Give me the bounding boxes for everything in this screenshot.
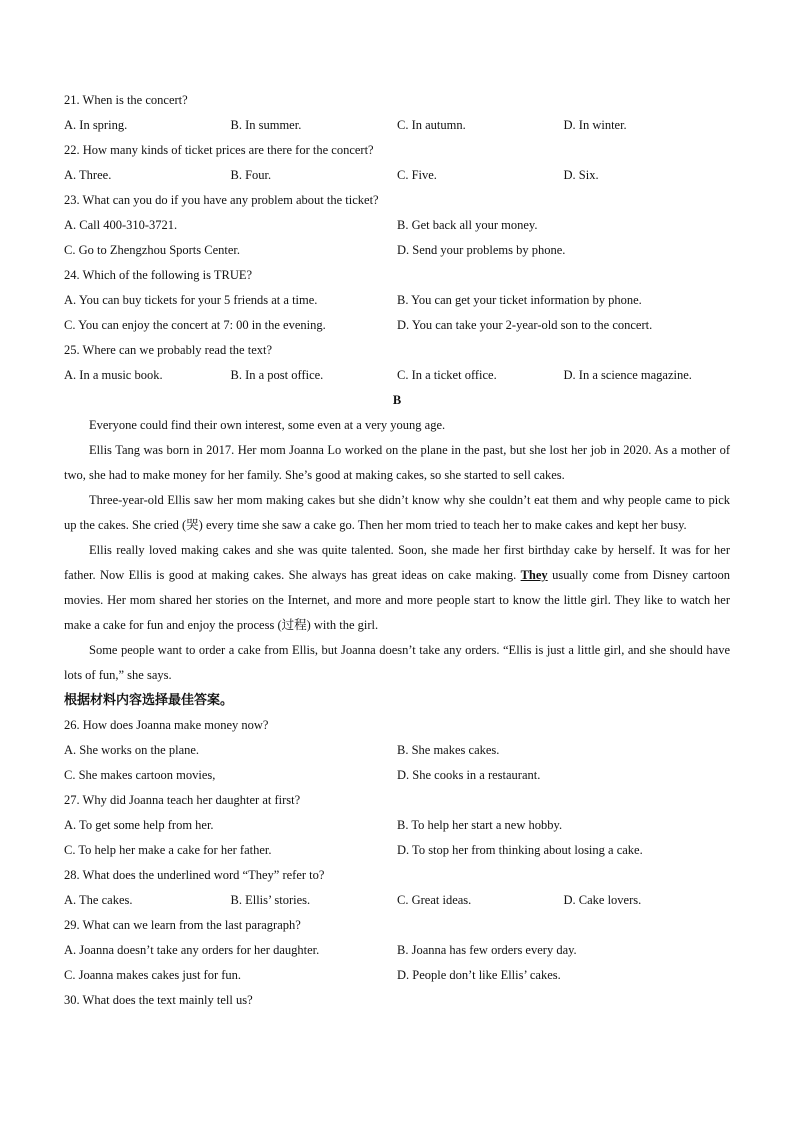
answer-option: B. Ellis’ stories.	[230, 893, 311, 907]
options-row	[64, 738, 730, 763]
answer-option: C. Great ideas.	[397, 893, 472, 907]
question-stem: 28. What does the underlined word “They” refer to?	[64, 868, 325, 882]
answer-option: B. In a post office.	[230, 368, 324, 382]
part-b-questions	[64, 713, 730, 1013]
paragraph-4-before: Ellis really loved making cakes and she was quite talented. Soon, she made her first birthday cake by herself. It was for her father. Now Ellis is good at making cakes. She always has great ideas on cake making.	[64, 543, 730, 582]
answer-option: B. Joanna has few orders every day.	[397, 943, 577, 957]
answer-option: B. You can get your ticket information by phone.	[397, 293, 642, 307]
passage-paragraph-4	[64, 538, 730, 638]
question-stem: 25. Where can we probably read the text?	[64, 343, 273, 357]
answer-option: D. In winter.	[563, 118, 627, 132]
instruction-heading: 根据材料内容选择最佳答案。	[64, 693, 234, 708]
underlined-word-they: They	[520, 568, 548, 582]
answer-option: A. Call 400-310-3721.	[64, 218, 178, 232]
question-stem: 26. How does Joanna make money now?	[64, 718, 269, 732]
answer-option: C. Joanna makes cakes just for fun.	[64, 968, 242, 982]
section-label-b: B	[392, 393, 402, 407]
answer-option: D. Send your problems by phone.	[397, 243, 566, 257]
answer-option: A. The cakes.	[64, 893, 133, 907]
passage-paragraph-1: Everyone could find their own interest, some even at a very young age.	[89, 418, 446, 432]
passage-paragraph-2: Ellis Tang was born in 2017. Her mom Joanna Lo worked on the plane in the past, but she lost her job in 2020. As a mother of two, she had to make money for her family. She’s good at making cakes, so she started to sell cakes.	[64, 443, 730, 482]
options-row	[64, 963, 730, 988]
answer-option: B. In summer.	[230, 118, 302, 132]
options-row	[64, 838, 730, 863]
question-stem: 23. What can you do if you have any problem about the ticket?	[64, 193, 379, 207]
question-stem: 21. When is the concert?	[64, 93, 188, 107]
answer-option: A. To get some help from her.	[64, 818, 214, 832]
answer-option: D. You can take your 2-year-old son to the concert.	[397, 318, 653, 332]
options-row	[64, 288, 730, 313]
answer-option: C. To help her make a cake for her father.	[64, 843, 272, 857]
answer-option: D. Cake lovers.	[563, 893, 642, 907]
passage-b	[64, 413, 730, 688]
options-row	[64, 313, 730, 338]
options-row	[64, 163, 730, 188]
answer-option: D. Six.	[563, 168, 599, 182]
answer-option: A. In a music book.	[64, 368, 163, 382]
question-stem: 22. How many kinds of ticket prices are there for the concert?	[64, 143, 374, 157]
answer-option: B. Get back all your money.	[397, 218, 538, 232]
answer-option: C. You can enjoy the concert at 7: 00 in the evening.	[64, 318, 326, 332]
question-stem: 24. Which of the following is TRUE?	[64, 268, 253, 282]
passage-paragraph-5: Some people want to order a cake from Ellis, but Joanna doesn’t take any orders. “Ellis is just a little girl, and she should have lots of fun,” she says.	[64, 643, 730, 682]
options-row	[64, 113, 730, 138]
answer-option: C. In autumn.	[397, 118, 466, 132]
answer-option: B. Four.	[230, 168, 272, 182]
answer-option: A. She works on the plane.	[64, 743, 200, 757]
answer-option: A. Joanna doesn’t take any orders for her daughter.	[64, 943, 320, 957]
answer-option: D. In a science magazine.	[563, 368, 692, 382]
question-stem: 27. Why did Joanna teach her daughter at first?	[64, 793, 301, 807]
answer-option: C. Five.	[397, 168, 437, 182]
answer-option: A. You can buy tickets for your 5 friends at a time.	[64, 293, 318, 307]
options-row	[64, 813, 730, 838]
passage-paragraph-3: Three-year-old Ellis saw her mom making cakes but she didn’t know why she couldn’t eat them and why people came to pick up the cakes. She cried (哭) every time she saw a cake go. Then her mom tried to teach her to make cakes and kept her busy.	[64, 493, 730, 532]
exam-page	[64, 88, 730, 1013]
options-row	[64, 363, 730, 388]
answer-option: A. Three.	[64, 168, 112, 182]
answer-option: B. To help her start a new hobby.	[397, 818, 563, 832]
answer-option: C. She makes cartoon movies,	[64, 768, 216, 782]
options-row	[64, 888, 730, 913]
answer-option: B. She makes cakes.	[397, 743, 500, 757]
answer-option: A. In spring.	[64, 118, 128, 132]
options-row	[64, 238, 730, 263]
answer-option: D. To stop her from thinking about losing a cake.	[397, 843, 643, 857]
options-row	[64, 938, 730, 963]
part-a-questions	[64, 88, 730, 388]
answer-option: C. In a ticket office.	[397, 368, 497, 382]
answer-option: D. She cooks in a restaurant.	[397, 768, 541, 782]
options-row	[64, 763, 730, 788]
paragraph-4-after: usually come from Disney cartoon movies. Her mom shared her stories on the Internet, and more and more people start to know the little girl. They like to watch her make a cake for fun and enjoy the process (过程) with the girl.	[64, 568, 731, 632]
options-row	[64, 213, 730, 238]
answer-option: D. People don’t like Ellis’ cakes.	[397, 968, 561, 982]
question-stem: 30. What does the text mainly tell us?	[64, 993, 253, 1007]
answer-option: C. Go to Zhengzhou Sports Center.	[64, 243, 241, 257]
question-stem: 29. What can we learn from the last paragraph?	[64, 918, 301, 932]
